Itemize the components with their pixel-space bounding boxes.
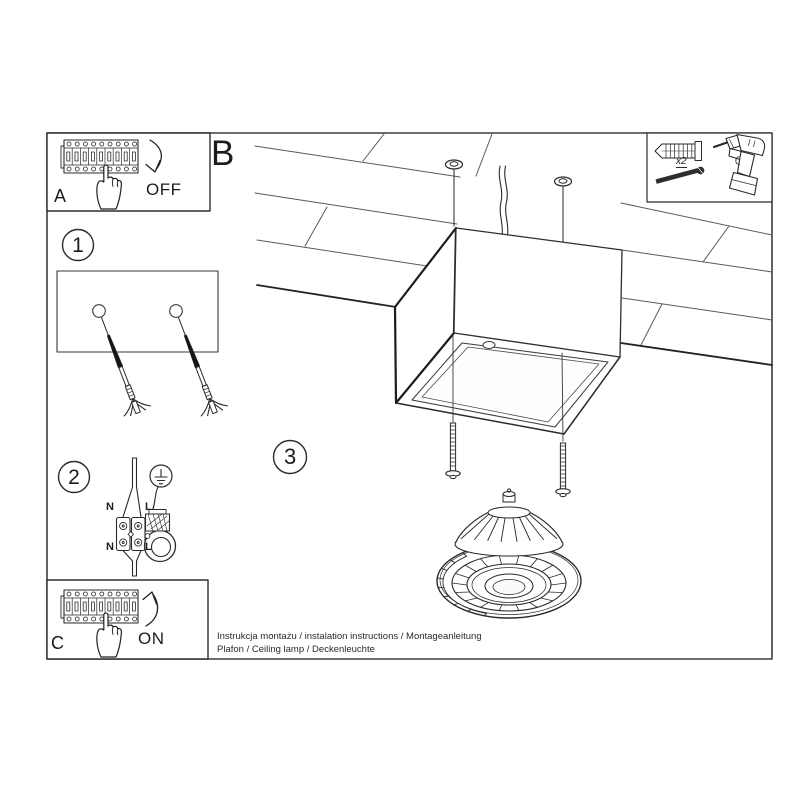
breaker-off-label: OFF [146,180,182,199]
wire-n-in-label: N [106,501,114,513]
wire-l-in-label: L [145,501,152,513]
mounting-screws-drawing [446,423,570,497]
section-b-label: B [211,134,235,173]
lamp-body-drawing [395,228,622,441]
step1-number: 1 [72,234,84,257]
footer-line2: Plafon / Ceiling lamp / Deckenleuchte [217,644,375,655]
step3-number: 3 [284,444,297,469]
wire-l-out-label: L [145,541,152,553]
circuit-breaker-panel-icon [61,590,138,623]
breaker-on-label: ON [138,629,165,648]
step1-drawing [57,230,228,418]
toolbox-drawing [647,133,772,202]
dowel-quantity-label: x2 [676,156,687,167]
step2-number: 2 [68,466,80,489]
spotlight-bulb-drawing [437,489,581,618]
panel-a-label: A [54,186,67,206]
footer-line1: Instrukcja montażu / instalation instructions / Montageanleitung [217,631,482,642]
wire-n-out-label: N [106,541,114,553]
panel-c-label: C [51,633,64,653]
circuit-breaker-panel-icon [61,140,138,173]
